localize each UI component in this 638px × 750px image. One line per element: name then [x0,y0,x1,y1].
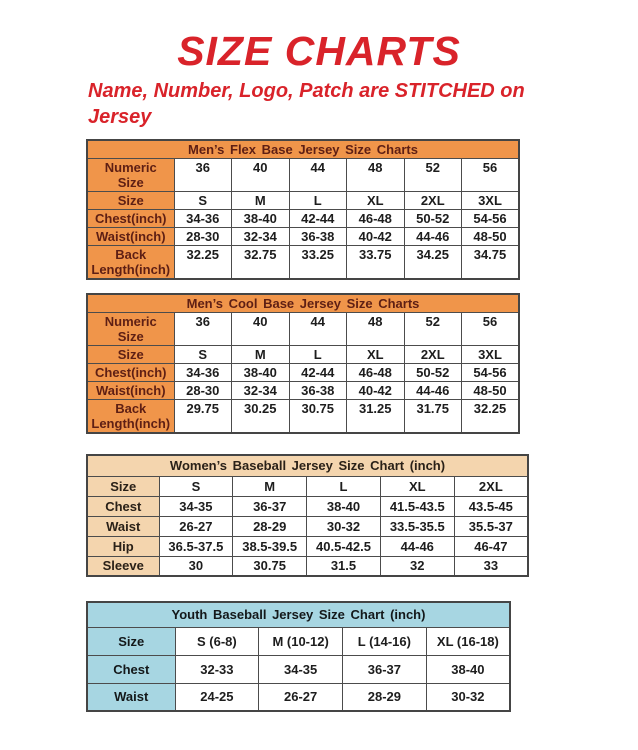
data-cell: 44 [289,159,347,192]
data-cell: 32.25 [462,400,520,434]
data-cell: XL [347,192,405,210]
data-cell: 48-50 [462,382,520,400]
data-cell: 48 [347,159,405,192]
data-cell: 44-46 [404,382,462,400]
table-row [87,346,519,364]
data-cell: XL [380,476,454,496]
data-cell: 36 [174,159,232,192]
data-cell: 46-48 [347,210,405,228]
row-label-cell: Waist(inch) [87,382,174,400]
table-row [87,516,528,536]
data-cell: 30-32 [307,516,381,536]
data-cell: 52 [404,159,462,192]
data-cell: 34-35 [159,496,233,516]
data-cell: 34-35 [259,655,343,683]
data-cell: 36 [174,313,232,346]
mens-cool-base-table-container [86,293,638,434]
table-row [87,192,519,210]
data-cell: 33.75 [347,246,405,280]
table-row [87,556,528,576]
data-cell: 34.25 [404,246,462,280]
womens-baseball-table-container [86,454,638,577]
table-row [87,627,510,655]
data-cell: 36-38 [289,382,347,400]
row-label-cell: Back Length(inch) [87,400,174,434]
data-cell: 28-30 [174,228,232,246]
row-label-cell: Chest(inch) [87,210,174,228]
size-table [86,601,511,712]
table-title: Men’s Cool Base Jersey Size Charts [87,294,519,313]
data-cell: L [307,476,381,496]
data-cell: 33.25 [289,246,347,280]
table-row [87,210,519,228]
data-cell: 32.75 [232,246,290,280]
size-table [86,454,529,577]
data-cell: 26-27 [159,516,233,536]
table-row [87,655,510,683]
data-cell: 36.5-37.5 [159,536,233,556]
table-row [87,364,519,382]
table-title: Youth Baseball Jersey Size Chart (inch) [87,602,510,627]
data-cell: 54-56 [462,364,520,382]
data-cell: 40.5-42.5 [307,536,381,556]
data-cell: 40-42 [347,382,405,400]
data-cell: 28-30 [174,382,232,400]
data-cell: S [174,192,232,210]
data-cell: L [289,192,347,210]
data-cell: 40 [232,313,290,346]
table-row [87,228,519,246]
data-cell: 28-29 [343,683,427,711]
data-cell: 38-40 [232,364,290,382]
data-cell: L (14-16) [343,627,427,655]
data-cell: 2XL [404,346,462,364]
data-cell: 32-34 [232,382,290,400]
row-label-cell: Chest [87,496,159,516]
data-cell: S [159,476,233,496]
data-cell: XL (16-18) [426,627,510,655]
data-cell: 3XL [462,346,520,364]
data-cell: 32-34 [232,228,290,246]
data-cell: 48 [347,313,405,346]
data-cell: 44-46 [404,228,462,246]
size-table [86,293,520,434]
data-cell: S (6-8) [175,627,259,655]
data-cell: 32 [380,556,454,576]
row-label-cell: Size [87,476,159,496]
size-tables-section [86,139,638,712]
data-cell: 31.5 [307,556,381,576]
row-label-cell: Size [87,346,174,364]
data-cell: 2XL [454,476,528,496]
table-row [87,382,519,400]
data-cell: 56 [462,159,520,192]
data-cell: M [232,346,290,364]
row-label-cell: Chest(inch) [87,364,174,382]
data-cell: 42-44 [289,364,347,382]
data-cell: 31.75 [404,400,462,434]
data-cell: 29.75 [174,400,232,434]
data-cell: L [289,346,347,364]
data-cell: 44 [289,313,347,346]
data-cell: 36-37 [343,655,427,683]
row-label-cell: Waist [87,516,159,536]
data-cell: 50-52 [404,210,462,228]
data-cell: S [174,346,232,364]
data-cell: 33.5-35.5 [380,516,454,536]
data-cell: 33 [454,556,528,576]
data-cell: 52 [404,313,462,346]
row-label-cell: Numeric Size [87,313,174,346]
data-cell: 30-32 [426,683,510,711]
data-cell: 56 [462,313,520,346]
table-row [87,536,528,556]
data-cell: 46-48 [347,364,405,382]
data-cell: 24-25 [175,683,259,711]
table-row [87,313,519,346]
table-row [87,400,519,434]
data-cell: 38-40 [232,210,290,228]
data-cell: 54-56 [462,210,520,228]
size-table [86,139,520,280]
data-cell: M [233,476,307,496]
data-cell: 32.25 [174,246,232,280]
data-cell: 30.25 [232,400,290,434]
data-cell: M [232,192,290,210]
table-row [87,159,519,192]
row-label-cell: Back Length(inch) [87,246,174,280]
data-cell: 35.5-37 [454,516,528,536]
table-row [87,496,528,516]
data-cell: 34-36 [174,210,232,228]
data-cell: 3XL [462,192,520,210]
data-cell: XL [347,346,405,364]
data-cell: 30.75 [233,556,307,576]
row-label-cell: Waist [87,683,175,711]
data-cell: 28-29 [233,516,307,536]
youth-baseball-table-container [86,601,638,712]
data-cell: 36-38 [289,228,347,246]
data-cell: 41.5-43.5 [380,496,454,516]
data-cell: 46-47 [454,536,528,556]
row-label-cell: Sleeve [87,556,159,576]
row-label-cell: Size [87,192,174,210]
table-row [87,683,510,711]
data-cell: 40-42 [347,228,405,246]
data-cell: 48-50 [462,228,520,246]
row-label-cell: Numeric Size [87,159,174,192]
data-cell: 50-52 [404,364,462,382]
row-label-cell: Size [87,627,175,655]
row-label-cell: Waist(inch) [87,228,174,246]
data-cell: 43.5-45 [454,496,528,516]
data-cell: 38-40 [426,655,510,683]
data-cell: 34.75 [462,246,520,280]
mens-flex-base-table-container [86,139,638,280]
data-cell: 30 [159,556,233,576]
table-row [87,476,528,496]
row-label-cell: Hip [87,536,159,556]
row-label-cell: Chest [87,655,175,683]
table-title: Women’s Baseball Jersey Size Chart (inch) [87,455,528,476]
data-cell: M (10-12) [259,627,343,655]
table-row [87,246,519,280]
data-cell: 34-36 [174,364,232,382]
data-cell: 38.5-39.5 [233,536,307,556]
data-cell: 42-44 [289,210,347,228]
data-cell: 32-33 [175,655,259,683]
data-cell: 2XL [404,192,462,210]
page-title: SIZE CHARTS [177,28,461,74]
data-cell: 44-46 [380,536,454,556]
data-cell: 26-27 [259,683,343,711]
data-cell: 36-37 [233,496,307,516]
data-cell: 31.25 [347,400,405,434]
table-title: Men’s Flex Base Jersey Size Charts [87,140,519,159]
data-cell: 30.75 [289,400,347,434]
data-cell: 40 [232,159,290,192]
data-cell: 38-40 [307,496,381,516]
page-subtitle: Name, Number, Logo, Patch are STITCHED on Jersey [88,80,525,128]
